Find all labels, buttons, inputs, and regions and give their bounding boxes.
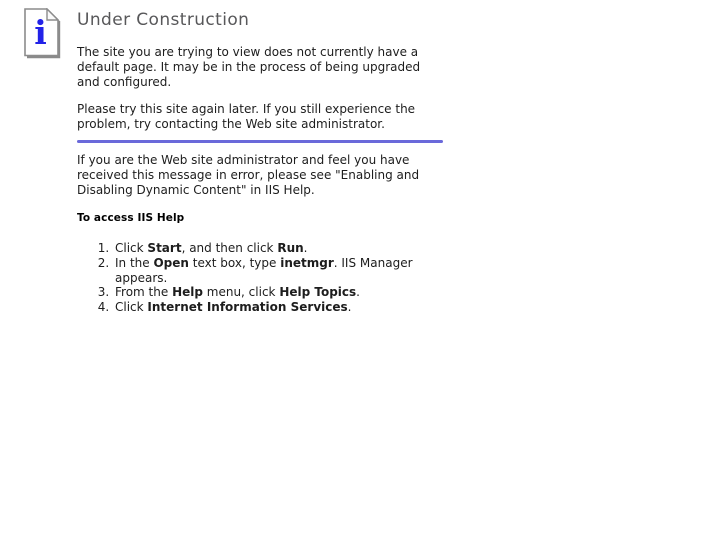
step-text: . <box>347 300 352 315</box>
step-text: menu, click <box>202 285 280 300</box>
info-document-icon <box>24 8 62 59</box>
help-step <box>113 300 443 315</box>
help-step <box>113 256 443 285</box>
step-text: Click <box>115 300 148 315</box>
step-text: From the <box>115 285 173 300</box>
step-bold-term: Help <box>172 285 203 300</box>
step-text: . IIS Manager appears. <box>115 256 413 285</box>
step-bold-term: Internet Information Services <box>147 300 348 315</box>
step-text: text box, type <box>188 256 281 271</box>
paragraph-administrator-note: If you are the Web site administrator and feel you have received this message in error, please see "Enabling and Disabling Dynamic Content" in IIS Help. <box>77 152 420 197</box>
help-section-heading: To access IIS Help <box>77 212 185 225</box>
step-text: . <box>356 285 360 300</box>
page-title: Under Construction <box>77 10 250 30</box>
blue-divider-rule <box>77 140 443 143</box>
content-column <box>77 0 443 315</box>
step-bold-term: Help Topics <box>279 285 357 300</box>
paragraph-default-page: The site you are trying to view does not currently have a default page. It may be in the process of being upgraded and configured. <box>77 45 421 89</box>
step-text: Click <box>115 241 148 256</box>
step-text: In the <box>115 256 154 271</box>
step-text: , and then click <box>181 241 278 256</box>
info-i-glyph: i <box>34 13 47 52</box>
step-text: . <box>303 241 308 256</box>
step-bold-term: Start <box>147 241 182 256</box>
paragraph-try-later: Please try this site again later. If you still experience the problem, try contacting the Web site administrator. <box>77 102 416 132</box>
help-step <box>113 285 443 300</box>
step-bold-term: Run <box>277 241 304 256</box>
step-bold-term: Open <box>153 256 189 271</box>
help-steps-list <box>77 241 443 315</box>
help-step <box>113 241 443 256</box>
step-bold-term: inetmgr <box>280 256 334 271</box>
